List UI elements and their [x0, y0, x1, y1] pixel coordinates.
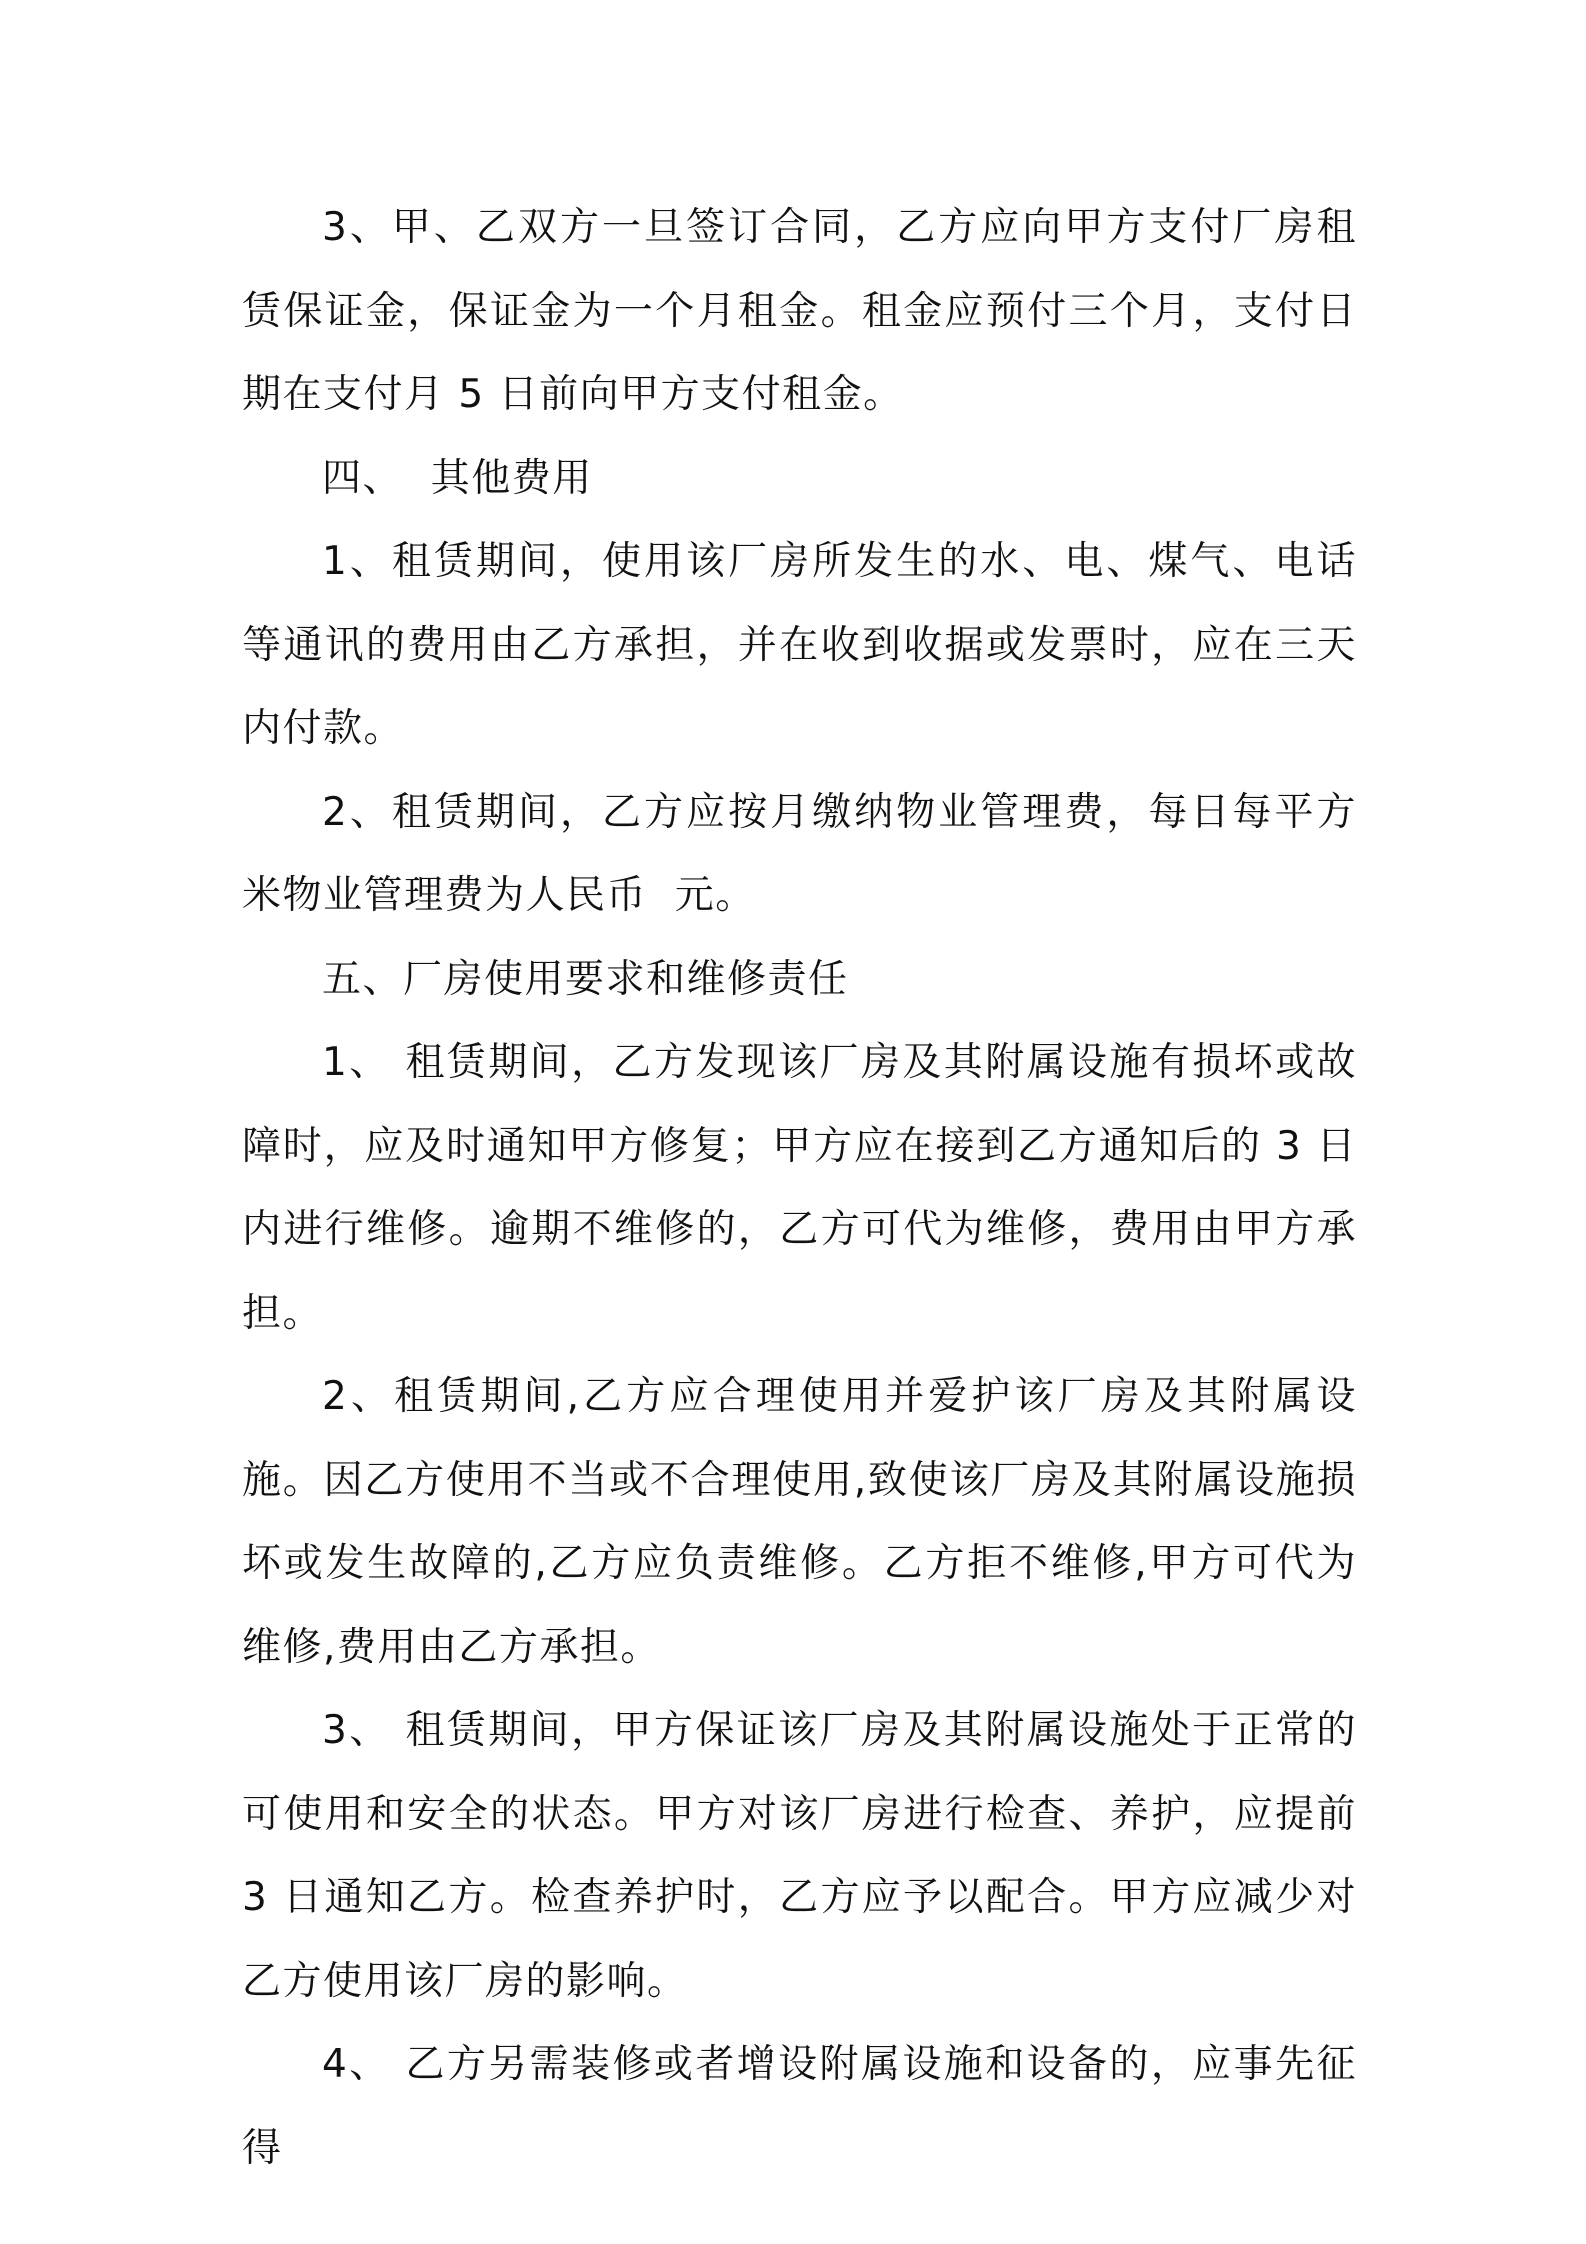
- document-body: [242, 186, 1371, 2190]
- paragraph-2-property-fee: 2、租赁期间，乙方应按月缴纳物业管理费，每日每平方米物业管理费为人民币 元。: [242, 789, 1357, 918]
- paragraph-1-utilities: 1、租赁期间，使用该厂房所发生的水、电、煤气、电话等通讯的费用由乙方承担，并在收到收据或发票时，应在三天内付款。: [242, 539, 1357, 751]
- section-heading-usage-maintenance: 五、厂房使用要求和维修责任: [322, 956, 849, 1002]
- paragraph-2-proper-use: 2、租赁期间,乙方应合理使用并爱护该厂房及其附属设施。因乙方使用不当或不合理使用,致使该厂房及其附属设施损坏或发生故障的,乙方应负责维修。乙方拒不维修,甲方可代为维修,费用由乙方承担。: [242, 1374, 1357, 1670]
- paragraph-3-deposit: 3、甲、乙双方一旦签订合同，乙方应向甲方支付厂房租赁保证金，保证金为一个月租金。租金应预付三个月，支付日期在支付月 5 日前向甲方支付租金。: [242, 205, 1357, 417]
- paragraph-4-renovation: 4、 乙方另需装修或者增设附属设施和设备的，应事先征得: [242, 2042, 1357, 2171]
- paragraph-1-repair-notice: 1、 租赁期间，乙方发现该厂房及其附属设施有损坏或故障时，应及时通知甲方修复；甲方应在接到乙方通知后的 3 日内进行维修。逾期不维修的，乙方可代为维修，费用由甲方承担。: [242, 1040, 1357, 1336]
- paragraph-3-inspection: 3、 租赁期间，甲方保证该厂房及其附属设施处于正常的可使用和安全的状态。甲方对该厂房进行检查、养护，应提前 3 日通知乙方。检查养护时，乙方应予以配合。甲方应减少对乙方使用该厂房的影响。: [242, 1708, 1371, 2004]
- section-heading-other-fees: 四、 其他费用: [322, 455, 593, 501]
